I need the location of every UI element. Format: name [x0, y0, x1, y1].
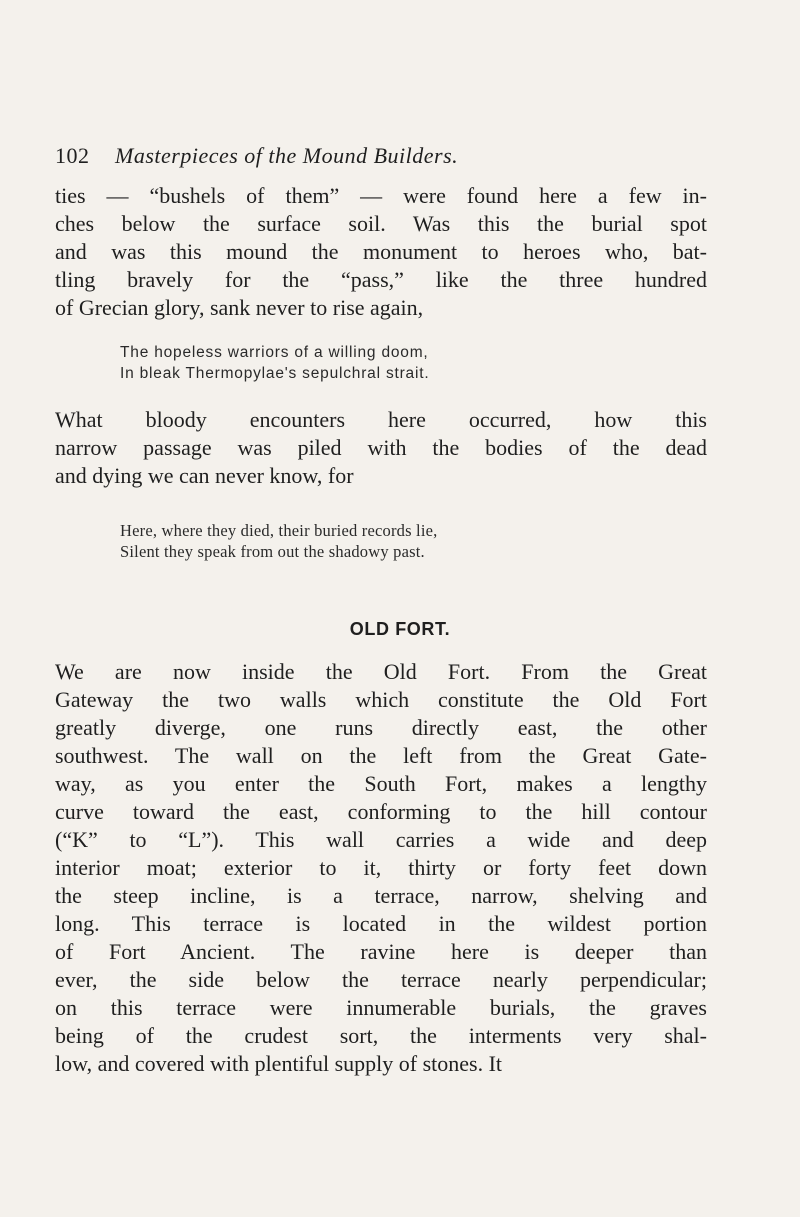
paragraph-burial-spot	[55, 182, 707, 322]
text-line: ties — “bushels of them” — were found here a few in-	[55, 183, 707, 208]
verse-quotation-buried-records	[120, 520, 680, 562]
verse-line: Here, where they died, their buried records lie,	[120, 521, 438, 540]
page-number: 102	[55, 143, 90, 168]
text-line: low, and covered with plentiful supply of stones. It	[55, 1051, 503, 1076]
page-header	[55, 136, 735, 176]
text-line: being of the crudest sort, the interments very shal-	[55, 1023, 707, 1048]
verse-line: Silent they speak from out the shadowy past.	[120, 542, 425, 561]
verse-line: In bleak Thermopylae's sepulchral strait.	[120, 365, 430, 382]
running-title: Masterpieces of the Mound Builders.	[115, 143, 459, 168]
text-line: ever, the side below the terrace nearly perpendicular;	[55, 967, 707, 992]
verse-line: The hopeless warriors of a willing doom,	[120, 344, 429, 361]
paragraph-bloody-encounters	[55, 406, 707, 490]
text-line: way, as you enter the South Fort, makes a lengthy	[55, 771, 707, 796]
text-line: What bloody encounters here occurred, how this	[55, 407, 707, 432]
text-line: curve toward the east, conforming to the hill contour	[55, 799, 707, 824]
text-line: interior moat; exterior to it, thirty or forty feet down	[55, 855, 707, 880]
text-line: and was this mound the monument to heroes who, bat-	[55, 239, 707, 264]
text-line: southwest. The wall on the left from the Great Gate-	[55, 743, 707, 768]
verse-quotation-thermopylae	[120, 342, 680, 384]
text-line: on this terrace were innumerable burials, the graves	[55, 995, 707, 1020]
text-line: of Grecian glory, sank never to rise again,	[55, 295, 424, 320]
text-line: We are now inside the Old Fort. From the Great	[55, 659, 707, 684]
text-line: and dying we can never know, for	[55, 463, 354, 488]
section-heading: OLD FORT.	[349, 619, 451, 639]
text-line: Gateway the two walls which constitute the Old Fort	[55, 687, 707, 712]
text-line: of Fort Ancient. The ravine here is deeper than	[55, 939, 707, 964]
text-line: the steep incline, is a terrace, narrow, shelving and	[55, 883, 707, 908]
paragraph-old-fort	[55, 658, 707, 1078]
text-line: tling bravely for the “pass,” like the three hundred	[55, 267, 707, 292]
text-line: narrow passage was piled with the bodies of the dead	[55, 435, 707, 460]
text-line: (“K” to “L”). This wall carries a wide and deep	[55, 827, 707, 852]
text-line: greatly diverge, one runs directly east, the other	[55, 715, 707, 740]
text-line: long. This terrace is located in the wildest portion	[55, 911, 707, 936]
text-line: ches below the surface soil. Was this the burial spot	[55, 211, 707, 236]
